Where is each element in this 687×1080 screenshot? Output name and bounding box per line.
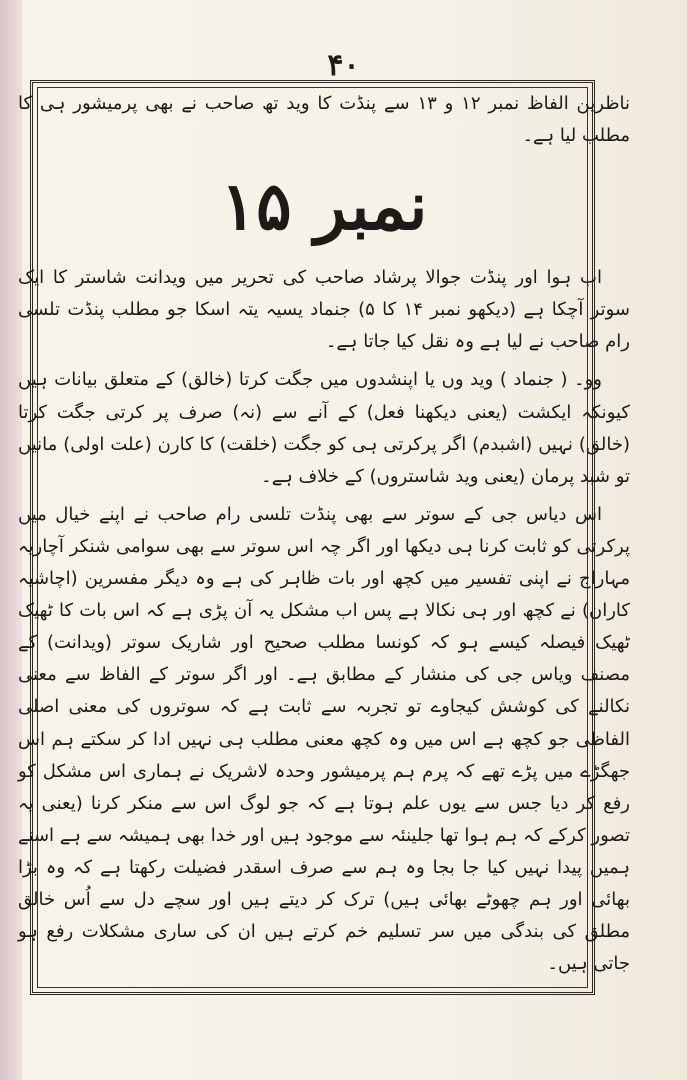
paragraph: اس دیاس جی کے سوتر سے بھی پنڈت تلسی رام صاحب نے اپنے خیال میں پرکرتی کو ثابت کرنا ہی دیکھا اور اگر چہ اس سوتر سے بھی سوامی شنکر آچاریہ مہاراج نے اپنی تفسیر میں کچھ اور بات ظاہر کی ہے وہ دیگر مفسرین (اچاشیہ کاران) نے کچھ اور ہی نکالا ہے پس اب مشکل یہ آن پڑی ہے کہ اس بات کا ٹھیک ٹھیک فیصلہ کیسے ہو کہ کونسا مطلب صحیح اور شاریک سوتر (ویدانت) کے مصنف ویاس جی کی منشار کے مطابق ہے۔ اور اگر سوتر کے الفاظ سے معنی نکالنے کی کوشش کیجاوے تو تجربہ سے ثابت ہے کہ سوتروں کی معنی اصلی الفاظی جو کچھ ہے اس میں وہ کچھ معنی مطلب ہی نہیں ادا کر سکتے ہم اس جھگڑے میں پڑے تھے کہ پرم ہم پرمیشور وحدہ لاشریک نے ہماری اس مشکل کو رفع کر دیا جس سے یوں علم ہوتا ہے کہ جو لوگ اس سے منکر کرنا (یعنی یہ تصور کرکے کہ ہم ہوا تھا جلینئہ سے موجود ہیں اور خدا بھی ہمیشہ سے ہے اسنے ہمیں پیدا نہیں کیا جا بجا وہ ہم سے صرف اسقدر فضیلت رکھتا ہے کہ وہ بڑا بھائی اور ہم چھوٹے بھائی ہیں) ترک کر دیتے ہیں اور سچے دل سے اُس خالق مطلق کی بندگی میں سر تسلیم خم کرتے ہیں ان کی ساری مشکلات رفع ہو جاتی ہیں۔ [18,503,630,975]
paragraph: اب ہوا اور پنڈت جوالا پرشاد صاحب کی تحریر میں ویدانت شاستر کا ایک سوتر آچکا ہے (دیکھو نمبر ۱۴ کا ۵) جنماد یسیہ یتہ اسکا جو مطلب پنڈت تلسی رام صاحب نے لیا ہے وہ نقل کیا جاتا ہے۔ [18,267,630,353]
intro-paragraph: ناظرین الفاظ نمبر ۱۲ و ۱۳ سے پنڈت کا وید تھ صاحب نے بھی پرمیشور ہی کا مطلب لیا ہے۔ [18,93,631,147]
section-heading: نمبر ۱۵ [220,167,428,246]
page-number: ۴۰ [327,48,360,83]
page-body [18,88,630,988]
paragraph: وو۔ ( جنماد ) وید وں یا اپنشدوں میں جگت کرتا (خالق) کے متعلق بیانات ہیں کیونکہ ایکشت (یعنی دیکھنا فعل) کے آنے سے (نہ) صرف پر کرتی جگت کرتا (خالق) نہیں (اشبدم) اگر پرکرتی ہی کو جگت (خلقت) کا کارن (علت اولی) مانیں تو شبد پرمان (یعنی وید شاستروں) کے خلاف ہے۔ [18,369,630,487]
